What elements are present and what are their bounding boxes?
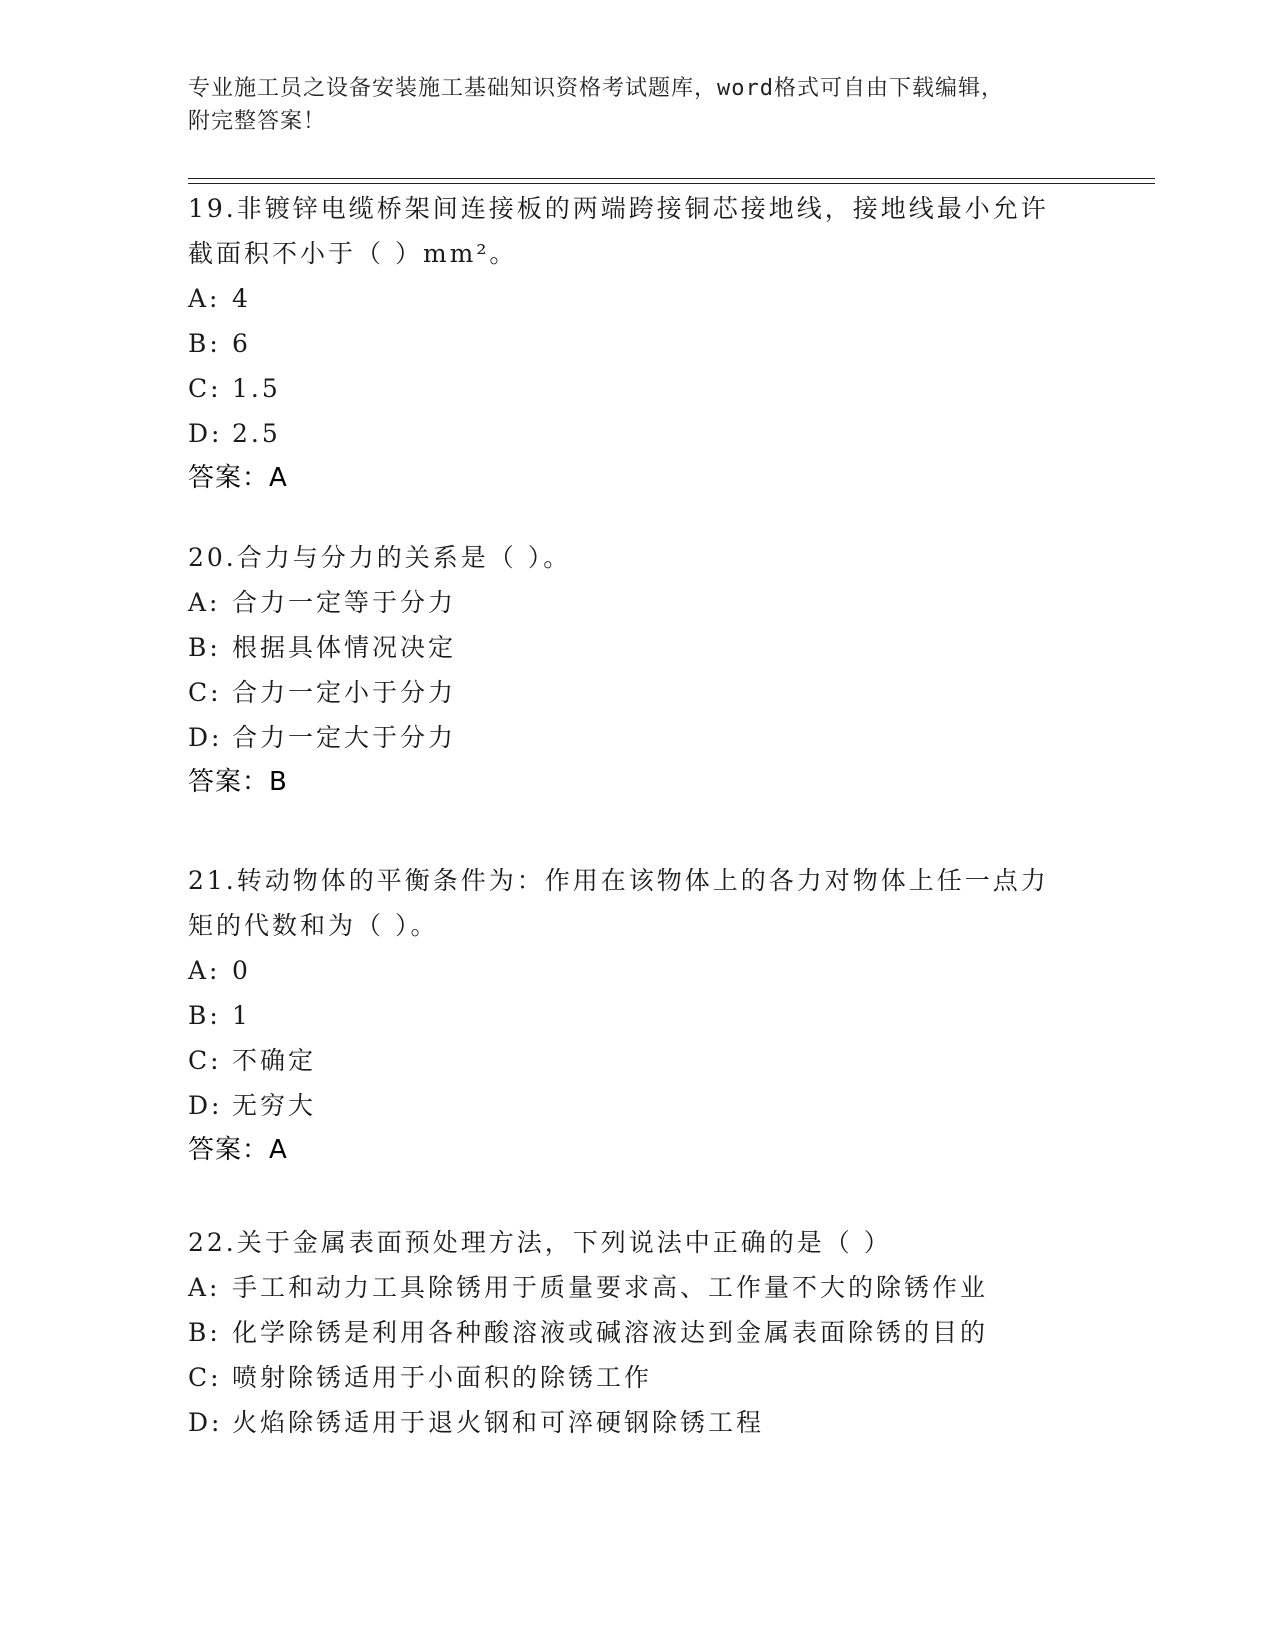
option-text: 2.5 — [232, 419, 281, 448]
option-d — [188, 1083, 1088, 1128]
option-c — [188, 1038, 1088, 1083]
answer-line: 答案：A — [188, 463, 288, 493]
document-header — [188, 72, 1088, 138]
option-b — [188, 321, 1088, 366]
option-text: 不确定 — [232, 1046, 317, 1075]
option-d — [188, 715, 1088, 760]
option-key: C: — [188, 678, 222, 707]
option-key: D: — [188, 723, 223, 752]
option-key: D: — [188, 1408, 223, 1437]
option-text: 喷射除锈适用于小面积的除锈工作 — [232, 1363, 653, 1392]
option-key: C: — [188, 1046, 222, 1075]
option-key: B: — [188, 329, 221, 358]
answer-line: 答案：B — [188, 767, 288, 797]
option-text: 无穷大 — [232, 1091, 317, 1120]
option-a — [188, 580, 1088, 625]
option-key: D: — [188, 1091, 223, 1120]
option-key: B: — [188, 1001, 221, 1030]
question-text-line-2: 矩的代数和为（ ）。 — [188, 911, 439, 940]
question-text-line-1: 19.非镀锌电缆桥架间连接板的两端跨接铜芯接地线，接地线最小允许 — [188, 194, 1049, 223]
option-text: 合力一定大于分力 — [232, 723, 457, 752]
option-d — [188, 1400, 1088, 1445]
option-key: A: — [188, 956, 221, 985]
option-d — [188, 411, 1088, 456]
option-key: A: — [188, 588, 221, 617]
option-key: A: — [188, 284, 221, 313]
option-text: 根据具体情况决定 — [232, 633, 457, 662]
option-text: 1.5 — [232, 374, 281, 403]
question-text-line-1: 20.合力与分力的关系是（ ）。 — [188, 543, 572, 572]
option-key: C: — [188, 374, 222, 403]
option-a — [188, 276, 1088, 321]
option-text: 合力一定小于分力 — [232, 678, 457, 707]
option-text: 0 — [232, 956, 251, 985]
answer-line: 答案：A — [188, 1135, 288, 1165]
option-key: B: — [188, 1318, 221, 1347]
header-divider-top — [188, 178, 1155, 179]
option-text: 手工和动力工具除锈用于质量要求高、工作量不大的除锈作业 — [232, 1273, 989, 1302]
question-text-line-1: 22.关于金属表面预处理方法，下列说法中正确的是（ ） — [188, 1228, 892, 1257]
option-a — [188, 948, 1088, 993]
question-text-line-2: 截面积不小于（ ）mm²。 — [188, 239, 518, 268]
option-c — [188, 1355, 1088, 1400]
option-b — [188, 993, 1088, 1038]
option-key: C: — [188, 1363, 222, 1392]
question-19 — [188, 186, 1088, 501]
header-divider-bottom — [188, 183, 1155, 184]
option-text: 6 — [232, 329, 251, 358]
question-21 — [188, 858, 1088, 1173]
option-text: 1 — [232, 1001, 251, 1030]
option-text: 化学除锈是利用各种酸溶液或碱溶液达到金属表面除锈的目的 — [232, 1318, 989, 1347]
option-key: D: — [188, 419, 223, 448]
question-20 — [188, 535, 1088, 805]
option-b — [188, 1310, 1088, 1355]
option-c — [188, 670, 1088, 715]
option-text: 4 — [232, 284, 251, 313]
question-text-line-1: 21.转动物体的平衡条件为：作用在该物体上的各力对物体上任一点力 — [188, 866, 1049, 895]
header-line-1: 专业施工员之设备安装施工基础知识资格考试题库，word格式可自由下载编辑， — [188, 76, 1004, 101]
option-a — [188, 1265, 1088, 1310]
option-b — [188, 625, 1088, 670]
option-text: 火焰除锈适用于退火钢和可淬硬钢除锈工程 — [232, 1408, 765, 1437]
option-key: B: — [188, 633, 221, 662]
option-key: A: — [188, 1273, 221, 1302]
option-c — [188, 366, 1088, 411]
question-22 — [188, 1220, 1088, 1445]
option-text: 合力一定等于分力 — [232, 588, 457, 617]
header-line-2: 附完整答案！ — [188, 109, 327, 134]
